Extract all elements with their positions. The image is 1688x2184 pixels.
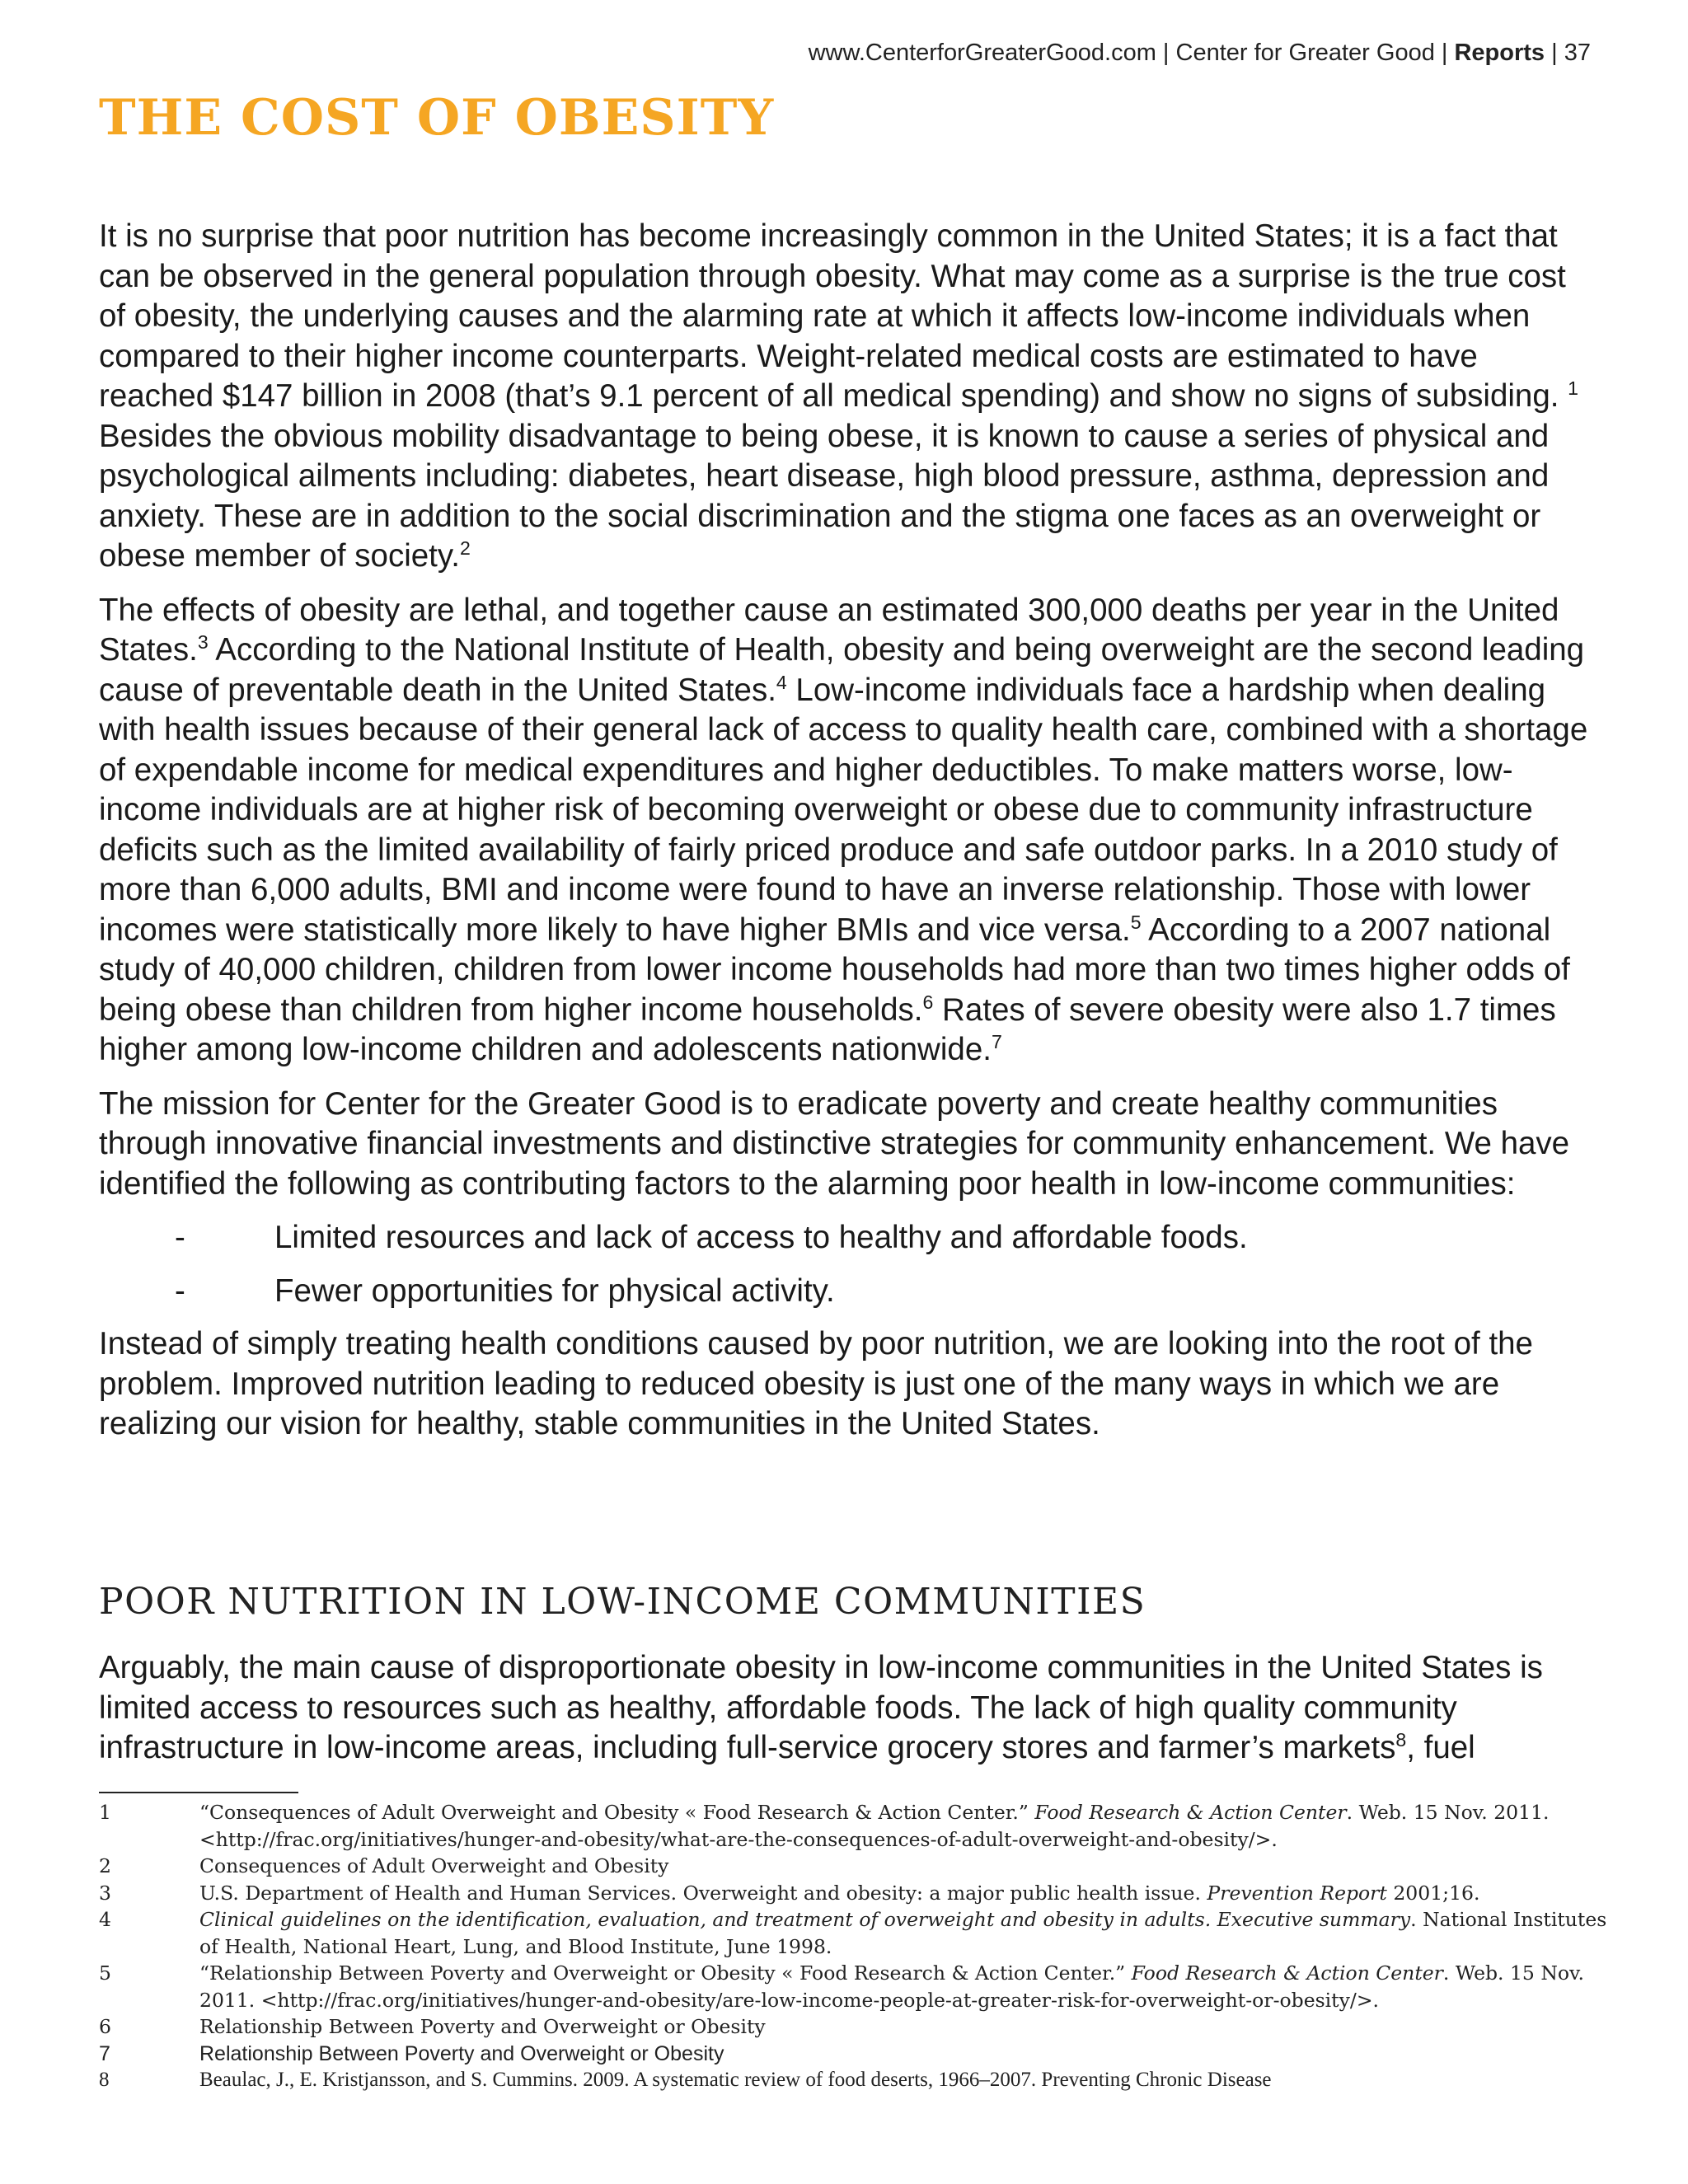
footnote-number: 8 [99,2069,110,2091]
footnote-number: 2 [99,1854,111,1877]
footnote-ref[interactable]: 4 [776,671,787,693]
header-section: Reports [1454,40,1545,66]
footnote-item [99,1853,1607,1880]
page-title: THE COST OF OBESITY [99,89,775,147]
paragraph-3: The mission for Center for the Greater Good is to eradicate poverty and create healthy communities through innovative financial investments and distinctive strategies for community enhancement. We have identified the following as contributing factors to the alarming poor health in low-income communities: [99,1085,1570,1202]
footnote-text: Beaulac, J., E. Kristjansson, and S. Cummins. 2009. A systematic review of food deserts, 1966–2007. Preventing Chronic Disease [199,2069,1272,2091]
footnote-number: 3 [99,1881,111,1905]
footnote-text: Clinical guidelines on the identification, evaluation, and treatment of overweight and obesity in adults. Executive summary. National Institutes of Health, National Heart, Lung, and Blood Institute, June 1998. [199,1908,1607,1958]
list-item-text: Limited resources and lack of access to healthy and affordable foods. [274,1220,1248,1255]
bullet-dash: - [175,1272,185,1309]
footnote-ref[interactable]: 6 [922,991,934,1013]
paragraph-5: Arguably, the main cause of disproportionate obesity in low-income communities in the United States is limited access to resources such as healthy, affordable foods. The lack of high quality community infrastructure in low-income areas, including full-service grocery stores and farmer’s markets$^8$, fuel [99,1650,1543,1765]
header-separator: | [1551,40,1558,66]
footnote-number: 1 [99,1801,111,1824]
footnote-ref[interactable]: 3 [197,631,209,654]
footnote-ref[interactable]: 5 [1130,911,1142,933]
paragraph-1: It is no surprise that poor nutrition has become increasingly common in the United States; it is a fact that can be observed in the general population through obesity. What may come as a surprise is the true cost of obesity, the underlying causes and the alarming rate at which it affects low-income individuals when compared to their higher income counterparts. Weight-related medical costs are estimated to have reached $147 billion in 2008 (that’s 9.1 percent of all medical spending) and show no signs of subsiding. $^1$ Besides the obvious mobility disadvantage to being obese, it is known to cause a series of physical and psychological ailments including: diabetes, heart disease, high blood pressure, asthma, depression and anxiety. These are in addition to the social discrimination and the stigma one faces as an overweight or obese member of society.$^2$ [99,218,1578,574]
footnote-text: Relationship Between Poverty and Overweight or Obesity [199,2041,724,2065]
footnote-item [99,1906,1607,1960]
list-item-text: Fewer opportunities for physical activity. [274,1272,835,1309]
footnote-number: 5 [99,1961,111,1985]
page-header [809,40,1591,67]
footnotes [99,1799,1607,2094]
footnote-text: “Consequences of Adult Overweight and Obesity « Food Research & Action Center.” Food Research & Action Center. Web. 15 Nov. 2011. <http://frac.org/initiatives/hunger-and-obesity/what-are-the-consequences-of-adult-overweight-and-obesity/>. [199,1801,1550,1851]
footnote-text: Relationship Between Poverty and Overweight or Obesity [199,2015,766,2038]
list-item [99,1218,1595,1258]
footnote-item [99,1799,1607,1853]
footnote-divider [99,1792,298,1793]
paragraph-4: Instead of simply treating health conditions caused by poor nutrition, we are looking into the root of the problem. Improved nutrition leading to reduced obesity is just one of the many ways in which we are realizing our vision for healthy, stable communities in the United States. [99,1326,1533,1441]
footnote-ref[interactable]: 7 [991,1031,1002,1053]
footnote-ref[interactable]: 8 [1395,1729,1407,1751]
list-item [99,1272,1595,1312]
footnote-item [99,1880,1607,1907]
footnote-number: 7 [99,2041,110,2065]
footnote-number: 6 [99,2015,111,2038]
footnote-number: 4 [99,1908,111,1931]
footnote-text: U.S. Department of Health and Human Services. Overweight and obesity: a major public health issue. Prevention Report 2001;16. [199,1881,1480,1905]
factor-list [99,1218,1595,1311]
bullet-dash: - [175,1220,185,1255]
paragraph-2: The effects of obesity are lethal, and together cause an estimated 300,000 deaths per year in the United States.$^3$ According to the National Institute of Health, obesity and being overweight are the second leading cause of preventable death in the United States.$^4$ Low-income individuals face a hardship when dealing with health issues because of their general lack of access to quality health care, combined with a shortage of expendable income for medical expenditures and higher deductibles. To make matters worse, low-income individuals are at higher risk of becoming overweight or obese due to community infrastructure deficits such as the limited availability of fairly priced produce and safe outdoor parks. In a 2010 study of more than 6,000 adults, BMI and income were found to have an inverse relationship. Those with lower incomes were statistically more likely to have higher BMIs and vice versa.$^5$ According to a 2007 national study of 40,000 children, children from lower income households had more than two times higher odds of being obese than children from higher income households.$^6$ Rates of severe obesity were also 1.7 times higher among low-income children and adolescents nationwide.$^7$ [99,592,1588,1067]
footnote-ref[interactable]: 2 [459,537,471,560]
footnote-ref[interactable]: 1 [1568,377,1578,400]
footnote-item [99,2067,1607,2094]
section-heading: POOR NUTRITION IN LOW-INCOME COMMUNITIES [99,1581,1146,1623]
footnote-item [99,2041,1607,2068]
main-body [99,217,1595,1459]
header-site: www.CenterforGreaterGood.com | Center for Greater Good | [808,40,1448,66]
section-2-body [99,1648,1595,1783]
footnote-text: “Relationship Between Poverty and Overweight or Obesity « Food Research & Action Center.” Food Research & Action Center. Web. 15 Nov. 2011. <http://frac.org/initiatives/hunger-and-obesity/are-low-income-people-at-greater-risk-for-overweight-or-obesity/>. [199,1961,1585,2012]
footnote-item [99,1960,1607,2013]
footnote-item [99,2013,1607,2041]
footnote-text: Consequences of Adult Overweight and Obesity [199,1854,669,1877]
page-number: 37 [1564,40,1591,66]
